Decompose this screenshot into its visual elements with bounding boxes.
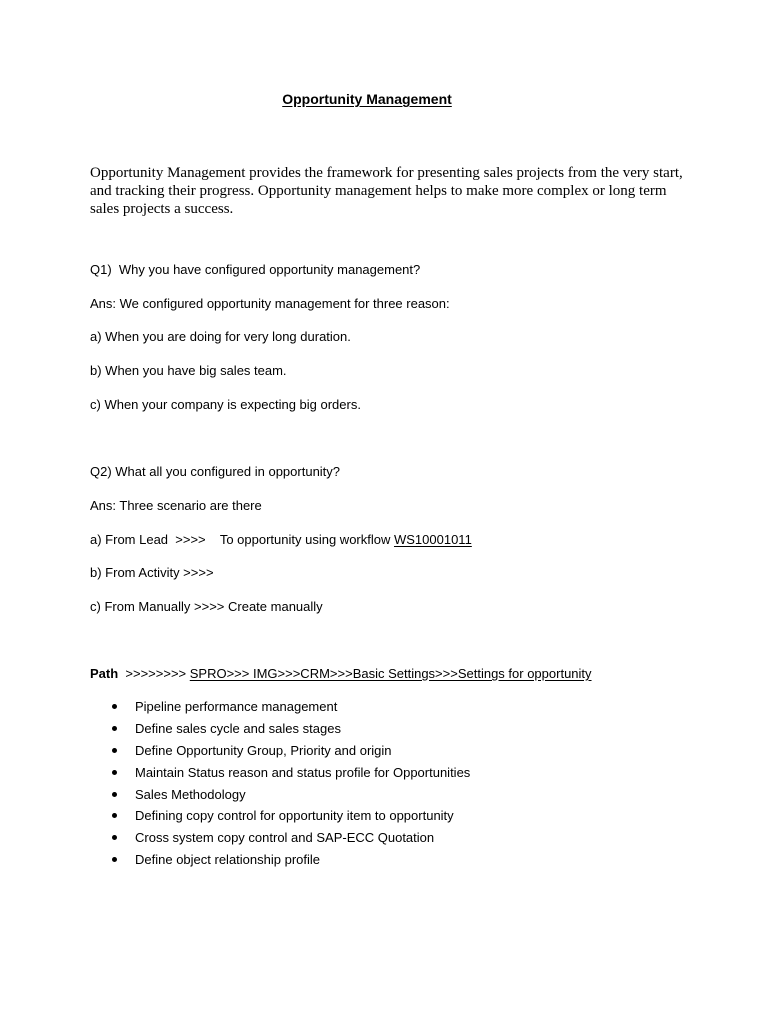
q2-item-a-text: a) From Lead >>>> To opportunity using workflow [90,532,394,547]
page-title: Opportunity Management [282,91,452,107]
path-arrows: >>>>>>>> [118,666,190,681]
bullet-icon [112,704,117,709]
bullet-icon [112,792,117,797]
q2-question: Q2) What all you configured in opportunity? [90,464,341,479]
list-item [90,765,470,787]
path-line [90,666,592,682]
bullet-icon [112,835,117,840]
list-item [90,743,470,765]
list-item-text: Pipeline performance management [135,699,338,714]
q1-question: Q1) Why you have configured opportunity management? [90,262,421,277]
q2-item-c: c) From Manually >>>> Create manually [90,599,323,614]
list-item [90,721,470,743]
list-item-text: Define sales cycle and sales stages [135,720,341,736]
path-label: Path [90,666,119,681]
list-item [90,830,470,852]
q1-item-a: a) When you are doing for very long duration. [90,329,351,344]
list-item-text: Defining copy control for opportunity item to opportunity [135,808,454,824]
path-link[interactable]: SPRO>>> IMG>>>CRM>>>Basic Settings>>>Settings for opportunity [189,666,592,681]
list-item [90,808,470,830]
bullet-icon [112,770,117,775]
bullet-icon [112,813,117,818]
workflow-link[interactable]: WS10001011 [393,532,472,547]
list-item-text: Maintain Status reason and status profile for Opportunities [135,764,471,780]
bullet-icon [112,748,117,753]
intro-paragraph: Opportunity Management provides the framework for presenting sales projects from the very start, and tracking their progress. Opportunity management helps to make more complex or long term sales projects a success. [90,165,683,217]
q1-item-c: c) When your company is expecting big orders. [90,397,361,412]
bullet-list [90,699,470,874]
q2-answer: Ans: Three scenario are there [90,498,262,513]
q2-item-a [90,532,472,548]
list-item-text: Define object relationship profile [135,852,320,868]
q1-answer: Ans: We configured opportunity management for three reason: [90,296,450,311]
list-item [90,787,470,809]
list-item-text: Sales Methodology [135,786,246,802]
list-item [90,699,470,721]
list-item-text: Cross system copy control and SAP-ECC Quotation [135,830,435,846]
q1-item-b: b) When you have big sales team. [90,363,287,378]
list-item [90,852,470,874]
q2-item-b: b) From Activity >>>> [90,565,214,580]
list-item-text: Define Opportunity Group, Priority and origin [135,742,392,758]
bullet-icon [112,726,117,731]
bullet-icon [112,857,117,862]
